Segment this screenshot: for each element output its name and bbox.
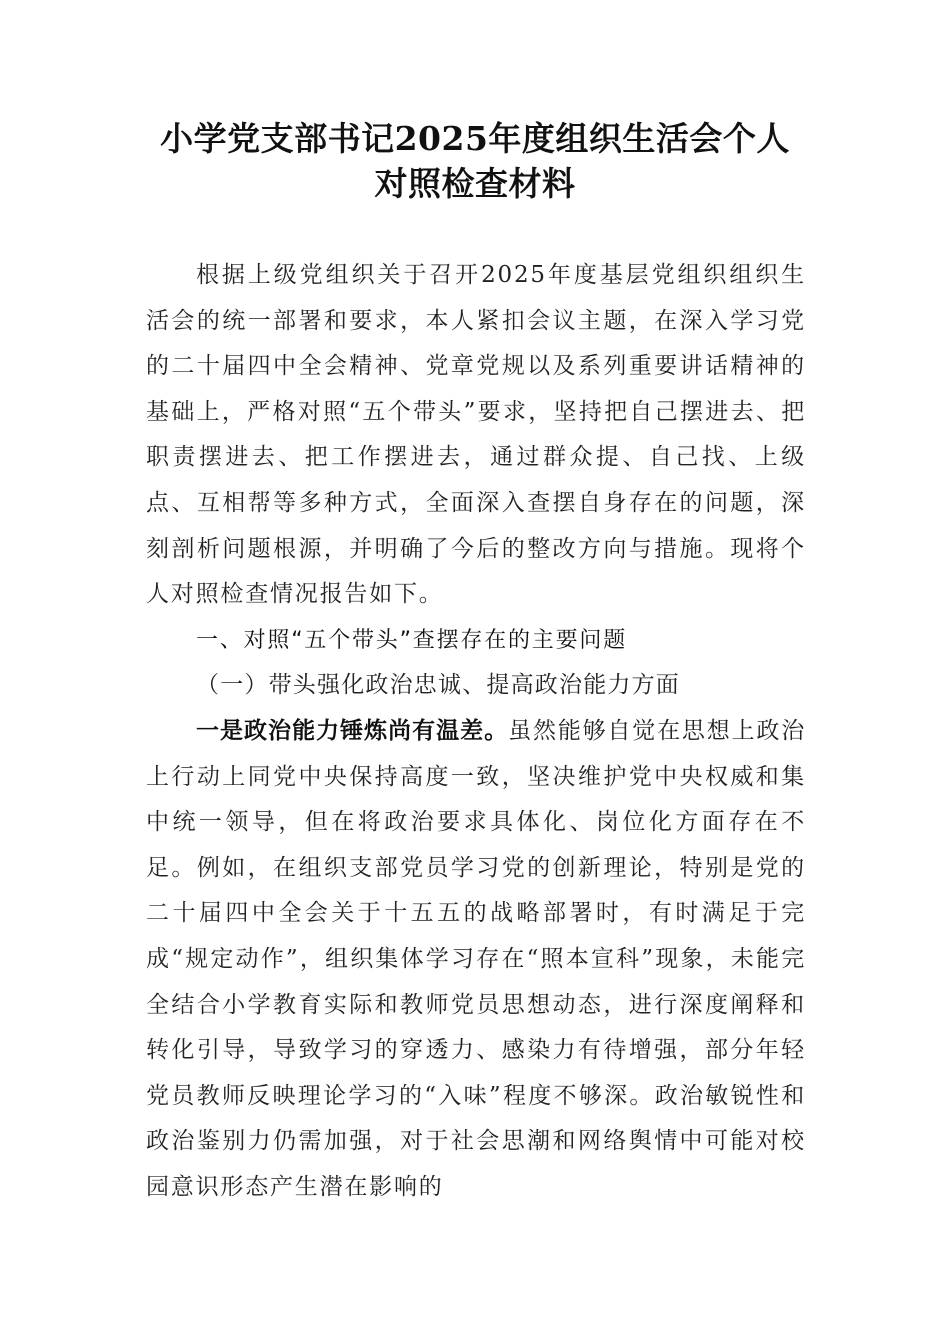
document-body <box>146 253 806 1210</box>
point-1-lead: 一是政治能力锤炼尚有温差。 <box>196 717 509 744</box>
section-1-heading: 一、对照“五个带头”查摆存在的主要问题 <box>196 627 627 653</box>
intro-paragraph: 根据上级党组织关于召开2025年度基层党组织组织生活会的统一部署和要求，本人紧扣会议主题，在深入学习党的二十届四中全会精神、党章党规以及系列重要讲话精神的基础上，严格对照“五个带头”要求，坚持把自己摆进去、把职责摆进去、把工作摆进去，通过群众提、自己找、上级点、互相帮等多种方式，全面深入查摆自身存在的问题，深刻剖析问题根源，并明确了今后的整改方向与措施。现将个人对照检查情况报告如下。 <box>146 262 806 608</box>
point-1-paragraph <box>146 709 806 1211</box>
point-1-text: 虽然能够自觉在思想上政治上行动上同党中央保持高度一致，坚决维护党中央权威和集中统一领导，但在将政治要求具体化、岗位化方面存在不足。例如，在组织支部党员学习党的创新理论，特别是党的二十届四中全会关于十五五的战略部署时，有时满足于完成“规定动作”，组织集体学习存在“照本宣科”现象，未能完全结合小学教育实际和教师党员思想动态，进行深度阐释和转化引导，导致学习的穿透力、感染力有待增强，部分年轻党员教师反映理论学习的“入味”程度不够深。政治敏锐性和政治鉴别力仍需加强，对于社会思潮和网络舆情中可能对校园意识形态产生潜在影响的 <box>146 717 806 1200</box>
document-title-line-1: 小学党支部书记2025年度组织生活会个人 <box>160 119 790 158</box>
subsection-1-heading: （一）带头强化政治忠诚、提高政治能力方面 <box>196 672 680 699</box>
document-title-line-2: 对照检查材料 <box>374 164 576 203</box>
